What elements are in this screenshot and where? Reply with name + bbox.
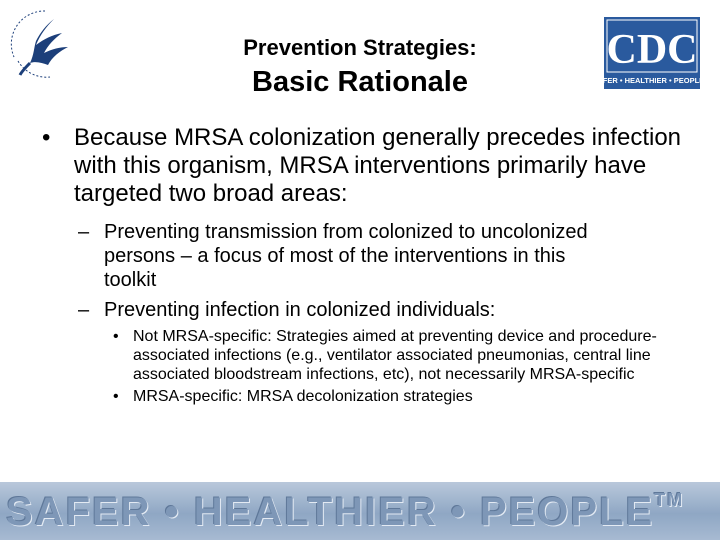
- dash-marker: –: [78, 299, 90, 321]
- bullet-level-2: [78, 298, 604, 322]
- bullet-text: Not MRSA-specific: Strategies aimed at preventing device and procedure-associated infections (e.g., ventilator associated pneumonias, central line associated bloodstream infections, etc), not necessarily MRSA-specific: [133, 328, 657, 383]
- bullet-marker: •: [113, 328, 119, 345]
- bullet-text: MRSA-specific: MRSA decolonization strategies: [133, 388, 473, 405]
- cdc-logo-icon: [592, 17, 712, 89]
- title-top-line: Prevention Strategies:: [243, 35, 477, 60]
- bullet-marker: •: [42, 124, 51, 151]
- bullet-level-2: [78, 220, 604, 292]
- footer-slogan: SAFER • HEALTHIER • PEOPLE™: [6, 490, 685, 534]
- bullet-level-1: [42, 124, 684, 208]
- bullet-level-3: [113, 327, 678, 384]
- bullet-text: Preventing transmission from colonized to uncolonized persons – a focus of most of the interventions in this toolkit: [104, 221, 588, 291]
- bullet-text: Because MRSA colonization generally precedes infection with this organism, MRSA interventions primarily have targeted two broad areas:: [74, 124, 682, 207]
- bullet-text: Preventing infection in colonized individuals:: [104, 299, 496, 321]
- title-main-line: Basic Rationale: [252, 66, 468, 98]
- dash-marker: –: [78, 221, 90, 243]
- bullet-level-3: [113, 387, 678, 406]
- slide-title: [150, 34, 570, 100]
- footer-banner: [0, 482, 720, 540]
- cdc-tagline: SAFER • HEALTHIER • PEOPLE™: [592, 76, 712, 85]
- bullet-marker: •: [113, 388, 119, 405]
- hhs-eagle-seal-icon: [6, 5, 84, 83]
- trademark-mark: TM: [654, 490, 685, 510]
- slide-content: [0, 124, 720, 406]
- cdc-letters: CDC: [606, 27, 698, 73]
